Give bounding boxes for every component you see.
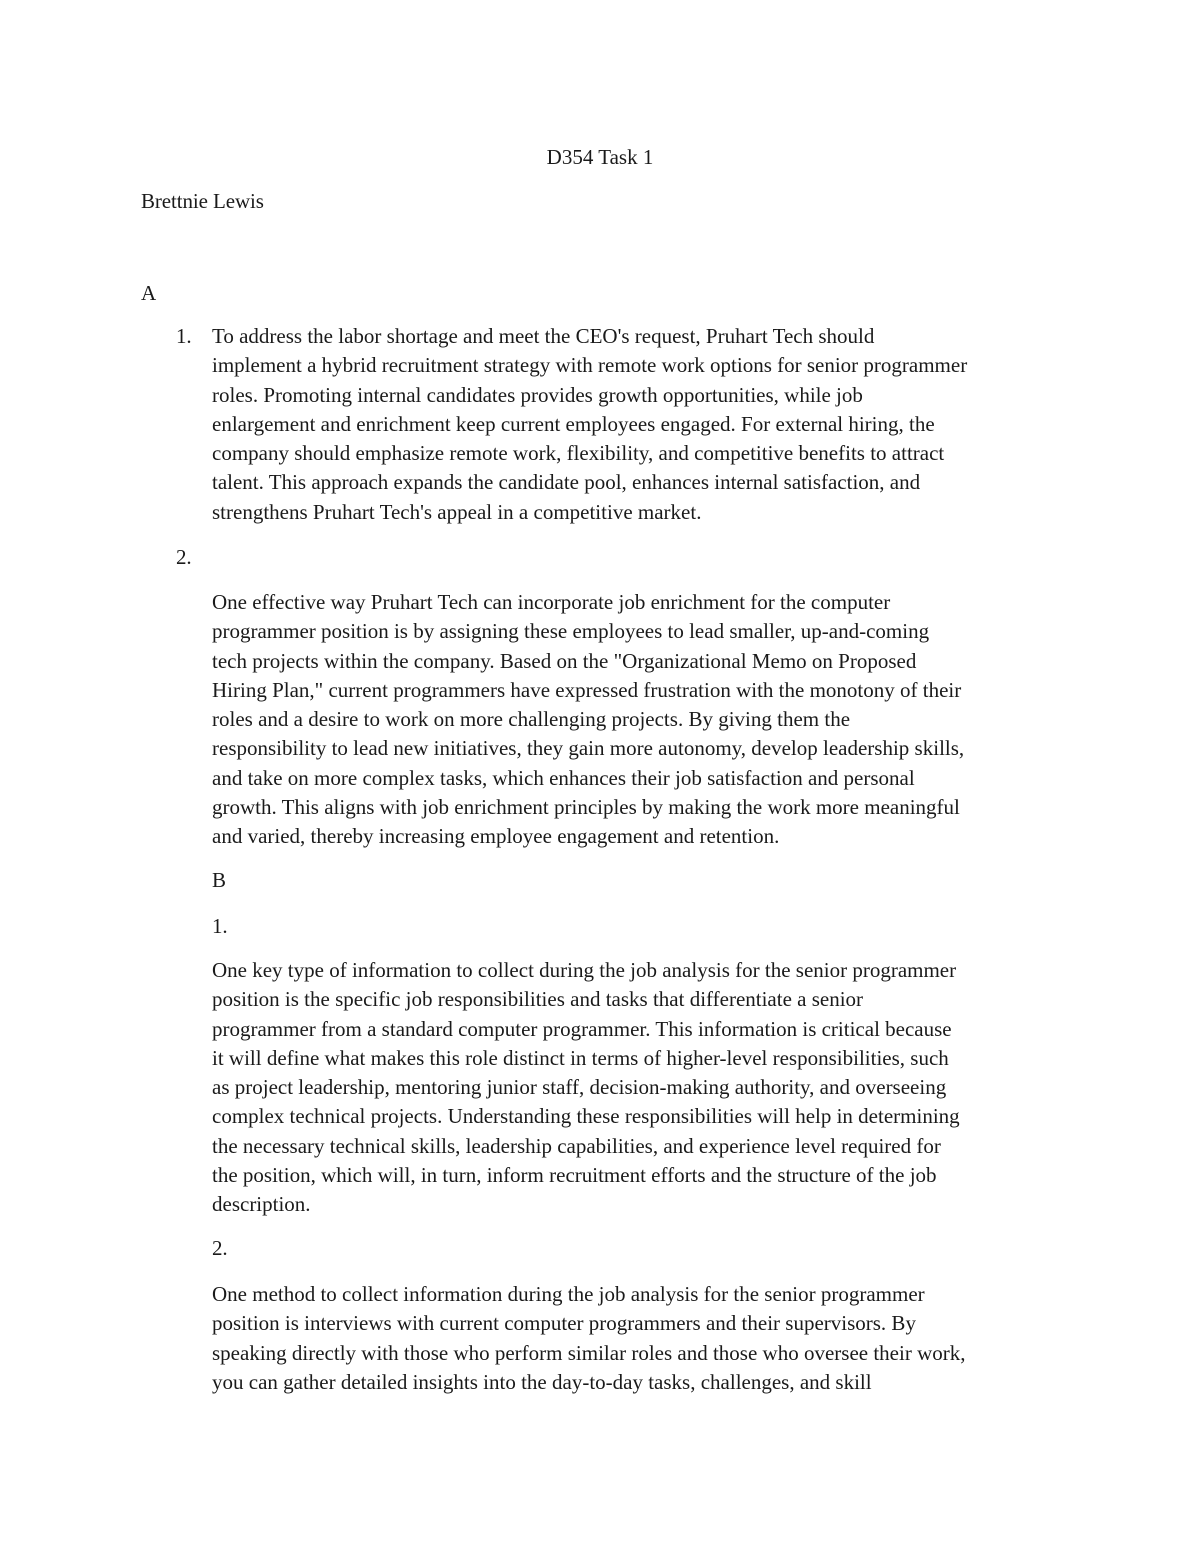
section-a-heading: A: [141, 281, 157, 305]
author-name: Brettnie Lewis: [141, 189, 264, 213]
section-b-heading: B: [212, 868, 226, 892]
document-title: D354 Task 1: [546, 145, 654, 169]
paragraph-line: One key type of information to collect during the job analysis for the senior programmer: [212, 958, 957, 982]
section-b-item1-number: 1.: [212, 914, 228, 938]
paragraph-line: talent. This approach expands the candidate pool, enhances internal satisfaction, and: [212, 470, 921, 495]
paragraph-line: it will define what makes this role distinct in terms of higher-level responsibilities, such: [212, 1045, 949, 1070]
paragraph-line: roles and a desire to work on more challenging projects. By giving them the: [212, 707, 851, 732]
paragraph-line: growth. This aligns with job enrichment principles by making the work more meaningful: [212, 795, 960, 820]
paragraph-line: description.: [212, 1192, 311, 1217]
paragraph-line: programmer position is by assigning these employees to lead smaller, up-and-coming: [212, 619, 930, 644]
paragraph-line: roles. Promoting internal candidates provides growth opportunities, while job: [212, 382, 863, 407]
section-a-item1-paragraph: [212, 322, 967, 527]
section-a-item1-number: 1.: [176, 324, 192, 348]
paragraph-line: speaking directly with those who perform similar roles and those who oversee their work,: [212, 1340, 966, 1365]
section-a-item2-paragraph: [212, 588, 964, 852]
section-b-item1-paragraph: [212, 956, 960, 1220]
paragraph-line: tech projects within the company. Based on the "Organizational Memo on Proposed: [212, 648, 917, 673]
paragraph-line: complex technical projects. Understanding these responsibilities will help in determining: [212, 1104, 960, 1129]
section-b-item2-number: 2.: [212, 1236, 228, 1260]
paragraph-line: you can gather detailed insights into the day-to-day tasks, challenges, and skill: [212, 1369, 872, 1394]
paragraph-line: the necessary technical skills, leadership capabilities, and experience level required for: [212, 1133, 941, 1158]
paragraph-line: and take on more complex tasks, which enhances their job satisfaction and personal: [212, 765, 915, 790]
paragraph-line: as project leadership, mentoring junior staff, decision-making authority, and overseeing: [212, 1075, 947, 1100]
paragraph-line: position is the specific job responsibilities and tasks that differentiate a senior: [212, 987, 864, 1012]
paragraph-line: company should emphasize remote work, flexibility, and competitive benefits to attract: [212, 441, 945, 466]
section-b-item2-paragraph: [212, 1280, 965, 1397]
paragraph-line: One effective way Pruhart Tech can incorporate job enrichment for the computer: [212, 590, 891, 614]
paragraph-line: To address the labor shortage and meet the CEO's request, Pruhart Tech should: [212, 324, 875, 348]
section-a-item2-number: 2.: [176, 545, 192, 569]
paragraph-line: the position, which will, in turn, inform recruitment efforts and the structure of the job: [212, 1163, 937, 1188]
paragraph-line: strengthens Pruhart Tech's appeal in a competitive market.: [212, 499, 702, 524]
paragraph-line: One method to collect information during the job analysis for the senior programmer: [212, 1282, 925, 1306]
paragraph-line: position is interviews with current computer programmers and their supervisors. By: [212, 1311, 916, 1336]
paragraph-line: enlargement and enrichment keep current employees engaged. For external hiring, the: [212, 411, 935, 436]
paragraph-line: responsibility to lead new initiatives, they gain more autonomy, develop leadership skills,: [212, 736, 965, 761]
paragraph-line: programmer from a standard computer programmer. This information is critical because: [212, 1016, 952, 1041]
paragraph-line: implement a hybrid recruitment strategy with remote work options for senior programmer: [212, 353, 968, 378]
paragraph-line: Hiring Plan," current programmers have expressed frustration with the monotony of their: [212, 677, 962, 702]
paragraph-line: and varied, thereby increasing employee engagement and retention.: [212, 824, 780, 849]
